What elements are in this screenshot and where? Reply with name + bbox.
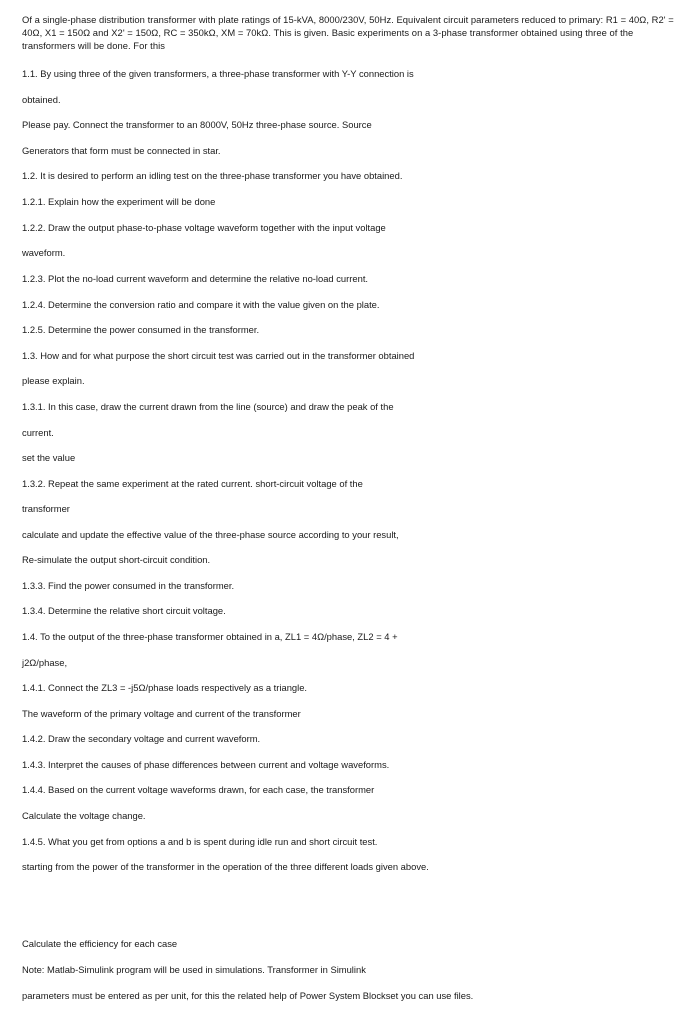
text-line: 1.4.1. Connect the ZL3 = -j5Ω/phase loads respectively as a triangle. <box>22 682 308 693</box>
text-line: 1.4.4. Based on the current voltage waveforms drawn, for each case, the transformer <box>22 784 375 795</box>
text-line: 1.3.3. Find the power consumed in the transformer. <box>22 580 235 591</box>
text-line: 1.4.2. Draw the secondary voltage and current waveform. <box>22 733 261 744</box>
text-line: 1.2.3. Plot the no-load current waveform and determine the relative no-load current. <box>22 273 369 284</box>
text-line: Calculate the voltage change. <box>22 810 146 821</box>
text-line: 1.1. By using three of the given transformers, a three-phase transformer with Y-Y connection is <box>22 68 414 79</box>
text-line: j2Ω/phase, <box>22 657 68 668</box>
text-line: calculate and update the effective value of the three-phase source according to your result, <box>22 529 399 540</box>
text-line: The waveform of the primary voltage and current of the transformer <box>22 708 301 719</box>
text-line: 1.2. It is desired to perform an idling test on the three-phase transformer you have obtained. <box>22 170 403 181</box>
text-line: 1.2.4. Determine the conversion ratio and compare it with the value given on the plate. <box>22 299 380 310</box>
text-line: parameters must be entered as per unit, for this the related help of Power System Blockset you can use files. <box>22 990 474 1001</box>
text-line: 1.4. To the output of the three-phase transformer obtained in a, ZL1 = 4Ω/phase, ZL2 = 4 + <box>22 631 398 642</box>
text-line: 1.3.1. In this case, draw the current drawn from the line (source) and draw the peak of the <box>22 401 394 412</box>
text-line: 1.2.5. Determine the power consumed in the transformer. <box>22 324 260 335</box>
text-line: transformer <box>22 503 70 514</box>
text-line: Calculate the efficiency for each case <box>22 938 178 949</box>
text-line: obtained. <box>22 94 61 105</box>
text-line: 1.3.2. Repeat the same experiment at the rated current. short-circuit voltage of the <box>22 478 363 489</box>
text-line: 1.3.4. Determine the relative short circuit voltage. <box>22 605 226 616</box>
text-line: starting from the power of the transformer in the operation of the three different loads given above. <box>22 861 429 872</box>
text-line: 1.4.5. What you get from options a and b is spent during idle run and short circuit test. <box>22 836 378 847</box>
text-line: Note: Matlab-Simulink program will be used in simulations. Transformer in Simulink <box>22 964 366 975</box>
text-line: waveform. <box>22 247 66 258</box>
text-line: 1.2.1. Explain how the experiment will be done <box>22 196 216 207</box>
text-line: please explain. <box>22 375 85 386</box>
text-line: current. <box>22 427 54 438</box>
intro-paragraph: Of a single-phase distribution transformer with plate ratings of 15-kVA, 8000/230V, 50Hz. Equivalent circuit parameters reduced to primary: R1 = 40Ω, R2' = 40Ω, X1 = 150Ω and X2' = 150Ω, RC = 350kΩ, XM = 70kΩ. This is given. Basic experiments on a 3-phase transformer obtained using three of the transformers will be done. For this <box>22 14 674 51</box>
text-line: Re-simulate the output short-circuit condition. <box>22 554 211 565</box>
text-line: set the value <box>22 452 76 463</box>
text-line: Generators that form must be connected in star. <box>22 145 221 156</box>
text-line: Please pay. Connect the transformer to an 8000V, 50Hz three-phase source. Source <box>22 119 372 130</box>
text-line: 1.3. How and for what purpose the short circuit test was carried out in the transformer obtained <box>22 350 415 361</box>
text-line: 1.2.2. Draw the output phase-to-phase voltage waveform together with the input voltage <box>22 222 386 233</box>
text-line: 1.4.3. Interpret the causes of phase differences between current and voltage waveforms. <box>22 759 390 770</box>
